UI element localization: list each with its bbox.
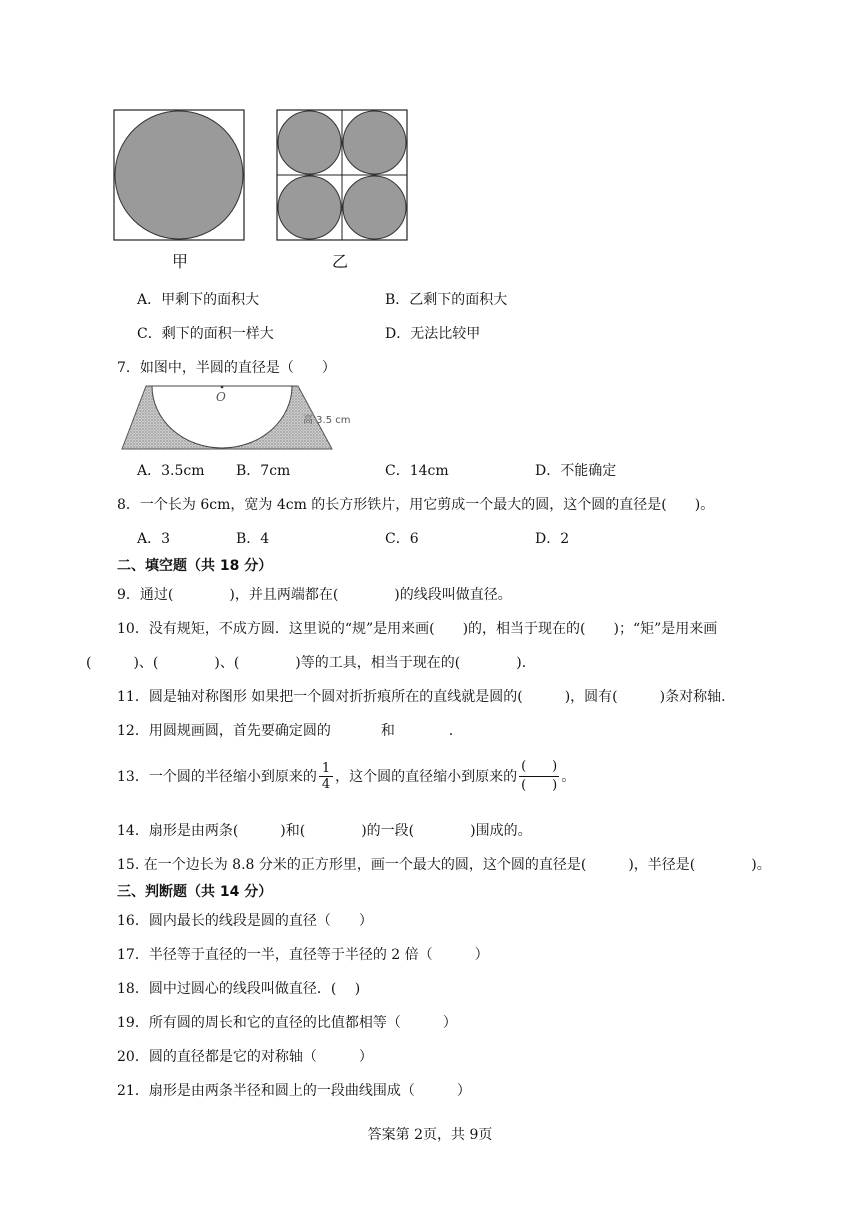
q12-mid: 和 [380,723,395,739]
figure-yi-label: 乙 [332,252,349,271]
q13-start: 13．一个圆的半径缩小到原来的 [117,768,317,785]
page-footer: 答案第 2页，共 9页 [367,1127,493,1143]
q10-line2: ( )、( )、( )等的工具，相当于现在的( )． [86,655,536,671]
section-fill-blank-heading: 二、填空题（共 18 分） [117,558,273,574]
q8-option-c: C．6 [385,531,419,547]
q6-option-d: D．无法比较甲 [385,326,481,342]
q13-answer-fraction: ( ) ( ) [521,759,558,794]
figure-jia-label: 甲 [172,252,189,271]
q13-fraction: $\frac{1}{4}$ [319,762,333,792]
figure-q7-trapezoid [118,383,358,453]
q14: 14．扇形是由两条( )和( )的一段( )围成的。 [117,823,532,839]
q18: 18．圆中过圆心的线段叫做直径．( ) [117,981,361,997]
q8-option-b: B．4 [236,531,270,547]
q12-start: 12．用圆规画圆，首先要确定圆的 [117,723,331,739]
q8-option-d: D．2 [535,531,570,547]
q7-option-c: C．14cm [385,463,449,479]
q6-option-a: A．甲剩下的面积大 [137,292,260,308]
q7-height-label: 高 3.5 cm [303,415,351,426]
q13-end: 。 [561,768,576,785]
q7-option-a: A．3.5cm [137,463,205,479]
q11: 11．圆是轴对称图形 如果把一个圆对折折痕所在的直线就是圆的( )，圆有( )条对称轴． [117,689,736,705]
q7-option-d: D．不能确定 [535,463,617,479]
q6-option-c: C．剩下的面积一样大 [137,326,274,342]
q7-stem: 7．如图中，半圆的直径是（ ） [117,360,336,376]
figure-jia [113,109,246,242]
q13 [117,760,575,794]
q16: 16．圆内最长的线段是圆的直径（ ） [117,913,373,929]
q10-line1: 10．没有规矩，不成方圆．这里说的“规”是用来画( )的，相当于现在的( )；“矩”是用来画 [117,621,718,637]
q19: 19．所有圆的周长和它的直径的比值都相等（ ） [117,1015,457,1031]
q21: 21．扇形是由两条半径和圆上的一段曲线围成（ ） [117,1083,471,1099]
q7-center-label: O [216,390,226,404]
q8-option-a: A．3 [137,531,171,547]
q17: 17．半径等于直径的一半，直径等于半径的 2 倍（ ） [117,947,489,963]
q7-option-b: B．7cm [236,463,291,479]
figure-yi [276,109,409,242]
big-circle [115,111,243,239]
q20: 20．圆的直径都是它的对称轴（ ） [117,1049,373,1065]
q9: 9．通过( )，并且两端都在( )的线段叫做直径。 [117,587,512,603]
q15: 15. 在一个边长为 8.8 分米的正方形里，画一个最大的圆，这个圆的直径是( )，半径是( )。 [117,857,771,873]
q6-option-b: B．乙剩下的面积大 [385,292,508,308]
q13-mid: ，这个圆的直径缩小到原来的 [335,768,518,785]
section-judge-heading: 三、判断题（共 14 分） [117,884,273,900]
q12-end: ． [448,723,463,739]
q12 [117,724,463,738]
q8-stem: 8．一个长为 6cm，宽为 4cm 的长方形铁片，用它剪成一个最大的圆，这个圆的直径是( )。 [117,497,715,513]
